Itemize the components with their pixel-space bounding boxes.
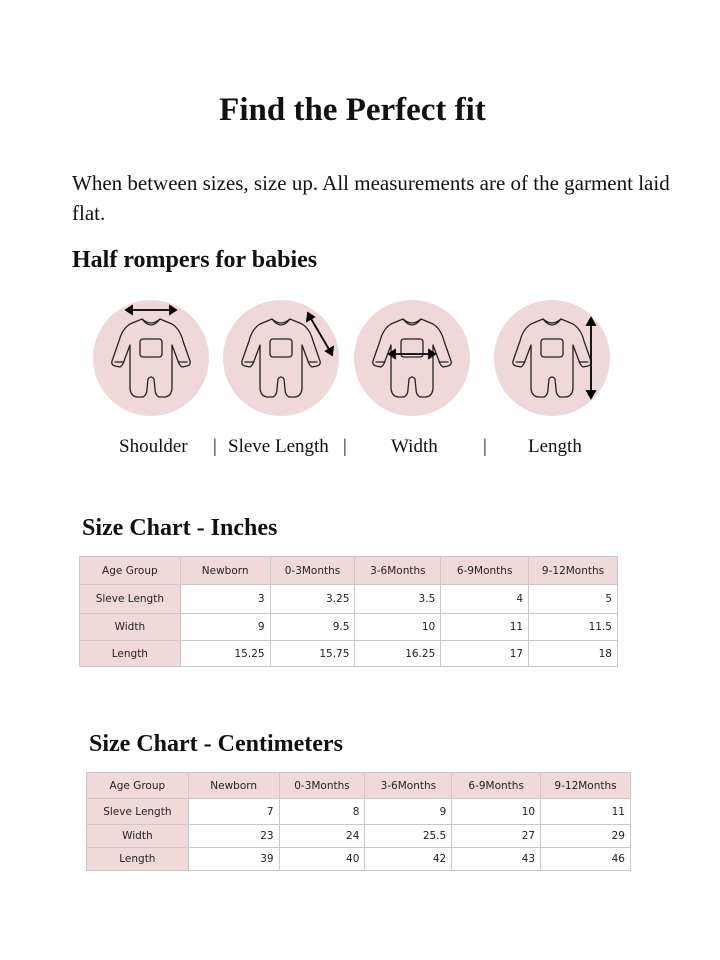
romper-shoulder-icon bbox=[92, 299, 210, 417]
table-cell: 8 bbox=[279, 799, 365, 825]
header-cell: 3-6Months bbox=[355, 557, 441, 585]
header-cell: Age Group bbox=[80, 557, 181, 585]
table-cell: 23 bbox=[188, 825, 279, 848]
table-cell: 15.25 bbox=[180, 641, 270, 667]
label-length: Length bbox=[528, 436, 582, 457]
table-cell: 39 bbox=[188, 848, 279, 871]
table-cell: 9 bbox=[180, 614, 270, 641]
table-cell: 43 bbox=[452, 848, 541, 871]
label-sleeve-length: Sleve Length bbox=[228, 436, 329, 457]
label-width: Width bbox=[391, 436, 438, 457]
header-cell: Newborn bbox=[180, 557, 270, 585]
table-cell: 17 bbox=[441, 641, 529, 667]
row-label: Width bbox=[80, 614, 181, 641]
table-cell: 24 bbox=[279, 825, 365, 848]
table-header-row bbox=[87, 773, 631, 799]
table-cell: 7 bbox=[188, 799, 279, 825]
header-cell: Age Group bbox=[87, 773, 189, 799]
table-row bbox=[80, 641, 618, 667]
table-cell: 3.5 bbox=[355, 585, 441, 614]
table-cell: 27 bbox=[452, 825, 541, 848]
cm-size-table bbox=[86, 772, 631, 871]
table-cell: 9.5 bbox=[270, 614, 355, 641]
header-cell: 9-12Months bbox=[541, 773, 631, 799]
header-cell: 0-3Months bbox=[270, 557, 355, 585]
table-cell: 9 bbox=[365, 799, 452, 825]
table-row bbox=[80, 585, 618, 614]
table-row bbox=[87, 848, 631, 871]
table-cell: 11.5 bbox=[529, 614, 618, 641]
table-cell: 4 bbox=[441, 585, 529, 614]
table-header-row bbox=[80, 557, 618, 585]
header-cell: 6-9Months bbox=[441, 557, 529, 585]
table-cell: 5 bbox=[529, 585, 618, 614]
row-label: Sleve Length bbox=[87, 799, 189, 825]
table-cell: 29 bbox=[541, 825, 631, 848]
table-cell: 11 bbox=[441, 614, 529, 641]
row-label: Width bbox=[87, 825, 189, 848]
romper-width-icon bbox=[353, 299, 471, 417]
separator: | bbox=[213, 436, 217, 457]
row-label: Length bbox=[87, 848, 189, 871]
intro-text: When between sizes, size up. All measurements are of the garment laid flat. bbox=[72, 171, 670, 225]
header-cell: 3-6Months bbox=[365, 773, 452, 799]
table-cell: 16.25 bbox=[355, 641, 441, 667]
inches-chart-title: Size Chart - Inches bbox=[82, 515, 278, 541]
table-cell: 11 bbox=[541, 799, 631, 825]
table-cell: 10 bbox=[355, 614, 441, 641]
section-title: Half rompers for babies bbox=[72, 247, 318, 273]
cm-chart-title: Size Chart - Centimeters bbox=[89, 731, 343, 757]
table-cell: 3.25 bbox=[270, 585, 355, 614]
table-row bbox=[87, 825, 631, 848]
table-cell: 10 bbox=[452, 799, 541, 825]
table-cell: 18 bbox=[529, 641, 618, 667]
page-title: Find the Perfect fit bbox=[219, 92, 486, 128]
table-row bbox=[87, 799, 631, 825]
romper-length-icon bbox=[493, 299, 611, 417]
header-cell: 0-3Months bbox=[279, 773, 365, 799]
label-shoulder: Shoulder bbox=[119, 436, 188, 457]
romper-sleeve-icon bbox=[222, 299, 340, 417]
table-cell: 15.75 bbox=[270, 641, 355, 667]
header-cell: 6-9Months bbox=[452, 773, 541, 799]
header-cell: 9-12Months bbox=[529, 557, 618, 585]
table-cell: 40 bbox=[279, 848, 365, 871]
table-cell: 42 bbox=[365, 848, 452, 871]
header-cell: Newborn bbox=[188, 773, 279, 799]
separator: | bbox=[483, 436, 487, 457]
inches-size-table bbox=[79, 556, 618, 667]
row-label: Sleve Length bbox=[80, 585, 181, 614]
table-cell: 25.5 bbox=[365, 825, 452, 848]
table-cell: 3 bbox=[180, 585, 270, 614]
table-cell: 46 bbox=[541, 848, 631, 871]
table-row bbox=[80, 614, 618, 641]
separator: | bbox=[343, 436, 347, 457]
row-label: Length bbox=[80, 641, 181, 667]
